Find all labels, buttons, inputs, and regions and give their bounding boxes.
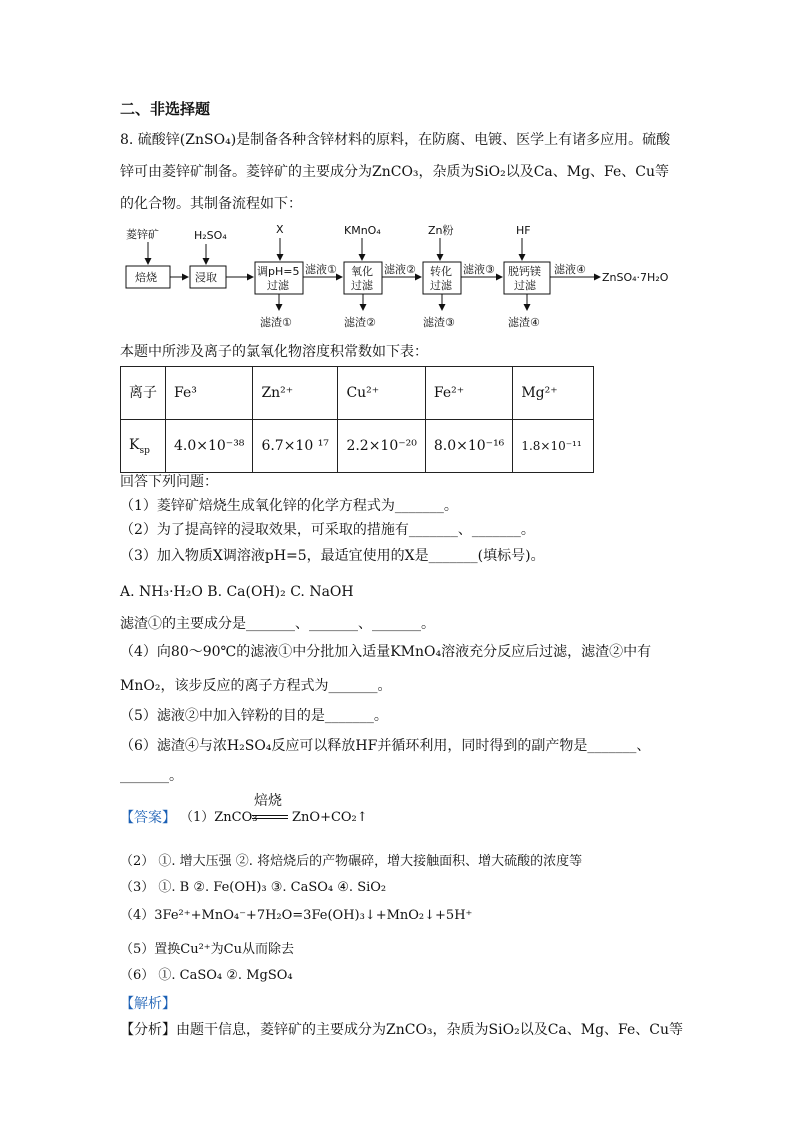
ph-box-line1: 调pH=5 (257, 265, 300, 278)
hf-label: HF (516, 224, 531, 237)
answer-label: 【答案】 (120, 810, 176, 826)
question-2: （2）为了提高锌的浸取效果，可采取的措施有_______、_______。 (120, 522, 535, 538)
questions-intro: 回答下列问题： (120, 474, 218, 490)
question-4-line2: MnO₂，该步反应的离子方程式为_______。 (120, 678, 392, 694)
answer-3: （3） ①. B ②. Fe(OH)₃ ③. CaSO₄ ④. SiO₂ (120, 880, 387, 895)
de-box-line2: 过滤 (514, 279, 536, 292)
question-line-1: 8. 硫酸锌(ZnSO₄)是制备各种含锌材料的原料，在防腐、电镀、医学上有诸多应用。硫酸 (120, 132, 671, 148)
question-5: （5）滤液②中加入锌粉的目的是_______。 (120, 708, 388, 724)
leach-box: 浸取 (195, 271, 217, 284)
table-intro: 本题中所涉及离子的氯氧化物溶度积常数如下表： (120, 344, 428, 360)
table-value-fe3: 4.0×10⁻³⁸ (166, 420, 253, 473)
question-1: （1）菱锌矿焙烧生成氧化锌的化学方程式为_______。 (120, 498, 458, 514)
table-value-row (121, 420, 594, 473)
question-3-options: A. NH₃·H₂O B. Ca(OH)₂ C. NaOH (120, 584, 354, 600)
residue-3: 滤渣③ (423, 316, 455, 329)
question-6-line1: （6）滤渣④与浓H₂SO₄反应可以释放HF并循环利用，同时得到的副产物是_______、 (120, 738, 651, 754)
ox-box-line1: 氧化 (351, 265, 373, 278)
residue-4: 滤渣④ (508, 316, 540, 329)
ph-box-line2: 过滤 (267, 279, 289, 292)
analysis-text: 【分析】由题干信息，菱锌矿的主要成分为ZnCO₃，杂质为SiO₂以及Ca、Mg、Fe、Cu等 (120, 1022, 684, 1038)
filtrate-3: 滤液③ (463, 263, 495, 276)
answer-6: （6） ①. CaSO₄ ②. MgSO₄ (120, 968, 293, 983)
question-4-line1: （4）向80～90℃的滤液①中分批加入适量KMnO₄溶液充分反应后过滤，滤渣②中有 (120, 644, 652, 660)
table-header-ion: 离子 (121, 367, 166, 420)
filtrate-4: 滤液④ (554, 263, 586, 276)
tr-box-line2: 过滤 (430, 279, 452, 292)
section-title: 二、非选择题 (120, 100, 211, 118)
question-6-line2: _______。 (120, 768, 183, 784)
answer-5: （5）置换Cu²⁺为Cu从而除去 (120, 942, 294, 957)
product-label: ZnSO₄·7H₂O (602, 271, 669, 284)
table-header-cu: Cu²⁺ (338, 367, 425, 420)
ksp-table (120, 366, 594, 473)
process-flow-diagram (118, 220, 678, 335)
table-value-mg: 1.8×10⁻¹¹ (513, 420, 594, 473)
answer-4: （4）3Fe²⁺+MnO₄⁻+7H₂O=3Fe(OH)₃↓+MnO₂↓+5H⁺ (120, 908, 473, 923)
h2so4-label: H₂SO₄ (194, 229, 227, 242)
table-ksp-label: $K_{sp}$ (121, 420, 166, 473)
question-3: （3）加入物质X调溶液pH=5，最适宜使用的X是_______(填标号)。 (120, 548, 545, 564)
table-header-zn: Zn²⁺ (253, 367, 338, 420)
tr-box-line1: 转化 (430, 265, 452, 278)
residue-2: 滤渣② (344, 316, 376, 329)
residue-question: 滤渣①的主要成分是_______、_______、_______。 (120, 616, 435, 632)
ore-label: 菱锌矿 (126, 228, 159, 241)
table-header-mg: Mg²⁺ (513, 367, 594, 420)
ox-box-line2: 过滤 (351, 279, 373, 292)
table-value-cu: 2.2×10⁻²⁰ (338, 420, 425, 473)
analysis-label: 【解析】 (120, 996, 176, 1012)
filtrate-1: 滤液① (305, 263, 337, 276)
table-value-zn: 6.7×10 ¹⁷ (253, 420, 338, 473)
table-value-fe2: 8.0×10⁻¹⁶ (425, 420, 512, 473)
question-line-2: 锌可由菱锌矿制备。菱锌矿的主要成分为ZnCO₃，杂质为SiO₂以及Ca、Mg、Fe、Cu等 (120, 164, 670, 180)
question-line-3: 的化合物。其制备流程如下： (120, 196, 302, 212)
answer-1-product: ZnO+CO₂↑ (292, 810, 368, 825)
table-header-fe2: Fe²⁺ (425, 367, 512, 420)
kmno4-label: KMnO₄ (344, 224, 381, 237)
x-label: X (276, 223, 284, 236)
table-header-fe3: Fe³ (166, 367, 253, 420)
answer-2: （2） ①. 增大压强 ②. 将焙烧后的产物碾碎，增大接触面积、增大硫酸的浓度等 (120, 854, 583, 869)
filtrate-2: 滤液② (384, 263, 416, 276)
answer-1-condition: 焙烧 (254, 793, 282, 809)
de-box-line1: 脱钙镁 (508, 265, 541, 278)
table-header-row (121, 367, 594, 420)
residue-1: 滤渣① (260, 316, 292, 329)
roast-box: 焙烧 (135, 271, 157, 284)
answer-1-double-line (252, 815, 288, 819)
answer-1-reactant: （1）ZnCO₃ (180, 810, 258, 825)
zn-label: Zn粉 (428, 224, 454, 237)
